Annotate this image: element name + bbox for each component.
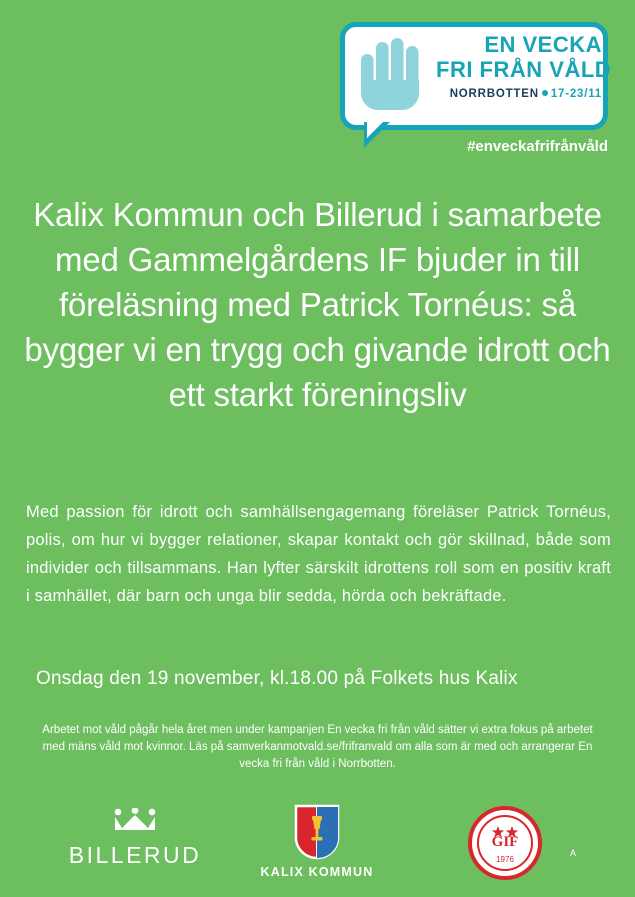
campaign-title-line1: EN VECKA [484, 32, 602, 57]
fineprint-text: Arbetet mot våld pågår hela året men under kampanjen En vecka fri från våld sätter vi extra fokus på arbetet med mäns våld mot kvinnor. Läs på samverkanmotvald.se/frifranvald om alla som är med och arrangerar En vecka fri från våld i Norrbotten. [42, 724, 593, 770]
speech-bubble-tail-inner [367, 121, 384, 138]
kalix-kommun-logo [247, 804, 387, 879]
kalix-coat-of-arms-icon [294, 804, 340, 860]
separator-dot-icon [542, 90, 548, 96]
billerud-logo [50, 808, 220, 869]
tiny-mark: A [570, 848, 577, 858]
campaign-title-line2: FRI FRÅN VÅLD [436, 57, 612, 82]
svg-text:GIF: GIF [491, 834, 519, 850]
event-details: Onsdag den 19 november, kl.18.00 på Folkets hus Kalix [36, 668, 518, 689]
logo-row [0, 800, 635, 890]
crown-icon [112, 808, 158, 834]
campaign-hashtag: #enveckafrifrånvåld [467, 138, 608, 155]
campaign-title [436, 32, 612, 102]
hand-icon [356, 36, 428, 114]
gammelgardens-if-logo [468, 806, 544, 880]
svg-text:1976: 1976 [496, 855, 514, 864]
body-paragraph: Med passion för idrott och samhällsengagemang föreläser Patrick Tornéus, polis, om hur vi bygger relationer, skapar kontakt och gör skillnad, både som individer och tillsammans. Han lyfter särskilt idrottens roll som en positiv kraft i samhället, där barn och unga blir sedda, hörda och bekräftade. [26, 503, 611, 605]
campaign-dates: 17-23/11 [550, 88, 602, 100]
page-title: Kalix Kommun och Billerud i samarbete med Gammelgårdens IF bjuder in till föreläsning med Patrick Tornéus: så bygger vi en trygg och givande idrott och ett starkt föreningsliv [24, 196, 611, 413]
billerud-wordmark: BILLERUD [68, 842, 202, 868]
kalix-kommun-wordmark: KALIX KOMMUN [260, 865, 374, 879]
campaign-region: NORRBOTTEN [449, 88, 539, 100]
gammelgardens-if-emblem-icon [468, 806, 542, 880]
campaign-region-dates [436, 86, 602, 102]
campaign-badge [340, 22, 612, 157]
